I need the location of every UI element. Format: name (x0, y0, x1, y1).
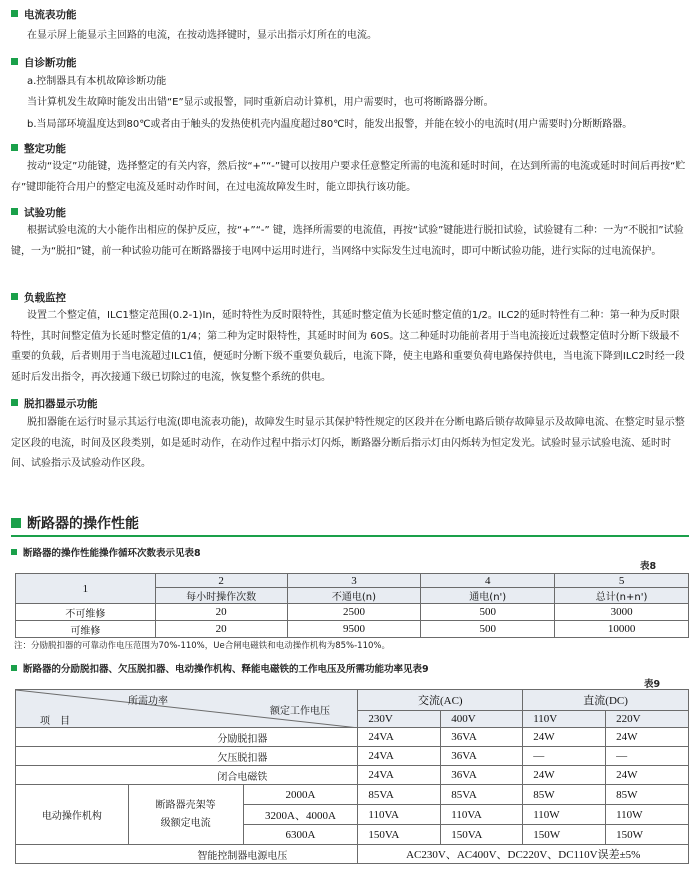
para-diag-a-detail: 当计算机发生故障时能发出出错“E”显示或报警，同时重新启动计算机，用户需要时，也可将断路器分断。 (27, 97, 494, 108)
t8-cell: 500 (421, 604, 555, 621)
t9-cell: 85W (606, 785, 689, 805)
t9-cell: 150W (523, 825, 606, 845)
page-title-operation: 断路器的操作性能 (11, 513, 139, 533)
t9-cell: 110W (606, 805, 689, 825)
t9-corner-header (16, 690, 358, 728)
bullet-square-icon (11, 293, 18, 300)
bullet-square-icon (11, 208, 18, 215)
t8-head-ops: 每小时操作次数 (155, 588, 287, 604)
t9-row-name: 分励脱扣器 (16, 728, 358, 747)
table-row (16, 747, 689, 766)
table-row (16, 604, 689, 621)
t8-col-4: 4 (421, 574, 555, 588)
t8-cell: 2500 (287, 604, 421, 621)
para-trip-display: 脱扣器能在运行时显示其运行电流(即电流表功能)，故障发生时显示其保护特性规定的区段并在分断电路后锁存故障显示及故障电流、在整定时显示整定区段的电流，时间及区段类别，如是延时动作，在动作过程中指示灯闪烁，断路器分断后指示灯由闪烁转为恒定发光。试验时显示试验电流、延时时间、试验指示及试验动作区段。 (11, 417, 685, 469)
t9-hdr-item: 项 目 (40, 716, 70, 727)
t9-cell: 150W (606, 825, 689, 845)
table-row (16, 621, 689, 638)
table9-caption: 断路器的分励脱扣器、欠压脱扣器、电动操作机构、释能电磁铁的工作电压及所需功能功率见表9 (11, 661, 429, 675)
t9-cell: — (606, 747, 689, 766)
t8-col-3: 3 (287, 574, 421, 588)
title-underline (11, 535, 689, 537)
t9-cell: 110VA (358, 805, 441, 825)
t9-volt: 110V (523, 711, 606, 728)
t9-hdr-power: 所需功率 (128, 696, 168, 707)
t9-cell: 110VA (441, 805, 523, 825)
t8-cell: 500 (421, 621, 555, 638)
t9-cell: 85VA (358, 785, 441, 805)
t8-head-on: 通电(n') (421, 588, 555, 604)
t9-cell: 150VA (441, 825, 523, 845)
para-diag-a: a.控制器具有本机故障诊断功能 (27, 76, 167, 87)
table-row (16, 728, 689, 747)
t9-cell: 110W (523, 805, 606, 825)
t9-row-name: 闭合电磁铁 (16, 766, 358, 785)
t9-volt: 230V (358, 711, 441, 728)
t9-cell: 24W (523, 766, 606, 785)
t9-cell: — (523, 747, 606, 766)
bullet-square-icon (11, 549, 17, 555)
t9-cell: 36VA (441, 766, 523, 785)
t9-dc-header: 直流(DC) (523, 690, 689, 711)
section-title-trip-display: 脱扣器显示功能 (11, 396, 98, 411)
t9-cell: 85VA (441, 785, 523, 805)
table-row (16, 785, 689, 805)
t9-cell-merged: AC230V、AC400V、DC220V、DC110V误差±5% (358, 845, 689, 864)
t9-cell: 24W (606, 766, 689, 785)
t9-cell: 24W (606, 728, 689, 747)
footnote: 注：分励脱扣器的可靠动作电压范围为70%-110%，Ue合闸电磁铁和电动操作机构为85%-110%。 (14, 641, 390, 651)
para-ammeter: 在显示屏上能显示主回路的电流，在按动选择键时，显示出指示灯所在的电流。 (27, 30, 377, 41)
t8-cell: 20 (155, 621, 287, 638)
t8-row-name: 可维修 (16, 621, 156, 638)
t8-col-2: 2 (155, 574, 287, 588)
para-diag-b: b.当局部环境温度达到80℃或者由于触头的发热使机壳内温度超过80℃时，能发出报警，并能在较小的电流时(用户需要时)分断断路器。 (27, 119, 633, 130)
section-title-load-monitor: 负载监控 (11, 290, 66, 305)
t8-cell: 3000 (555, 604, 689, 621)
table9 (15, 689, 689, 864)
t9-motor-row-name: 3200A、4000A (243, 805, 358, 825)
t9-cell: 36VA (441, 747, 523, 766)
t9-cell: 36VA (441, 728, 523, 747)
bullet-square-icon (11, 144, 18, 151)
t9-hdr-voltage: 额定工作电压 (270, 706, 330, 717)
t9-row-name: 欠压脱扣器 (16, 747, 358, 766)
t9-volt: 400V (441, 711, 523, 728)
para-load-monitor: 设置二个整定值，ILC1整定范围(0.2-1)In，延时特性为反时限特性，其延时整定值为长延时整定值的1/2。ILC2的延时特性有二种：第一种为反时限特性，其时间整定值为长延时整定值的1/4；第二种为定时限特性，其延时时间为 60S。这二种延时功能前者用于当电流接近过载整定值时分断下级最不重要的负载，后者则用于当电流超过ILC1值，便延时分断下级不重要负载后，电流下降，使主电路和重要负荷电路保持供电，当电流下降到ILC2时经一段延时后发出指令，再次接通下级已切除过的电流，恢复整个系统的供电。 (11, 310, 685, 383)
section-title-ammeter: 电流表功能 (11, 7, 77, 22)
t9-cell: 85W (523, 785, 606, 805)
t8-head-off: 不通电(n) (287, 588, 421, 604)
t8-col-1: 1 (16, 574, 156, 604)
t9-frame-line-2: 级额定电流 (160, 817, 211, 829)
table8-label: 表8 (640, 561, 657, 572)
para-test: 根据试验电流的大小能作出相应的保护反应，按“+”“-” 键，选择所需要的电流值，再按“试验”键能进行脱扣试验，试验键有二种：一为“不脱扣”试验键，一为“脱扣”键，前一种试验功能可在断路器接于电网中运用时进行，当网络中实际发生过电流时，即可中断试验功能，进行实际的过电流保护。 (11, 225, 684, 257)
t9-motor-row-name: 6300A (243, 825, 358, 845)
t8-cell: 9500 (287, 621, 421, 638)
section-title-self-diagnosis: 自诊断功能 (11, 55, 77, 70)
t9-cell: 150VA (358, 825, 441, 845)
bullet-square-icon (11, 58, 18, 65)
table-row (16, 766, 689, 785)
t9-cell: 24VA (358, 728, 441, 747)
t9-row-name: 智能控制器电源电压 (16, 845, 358, 864)
bullet-square-icon (11, 10, 18, 17)
t8-col-5: 5 (555, 574, 689, 588)
section-title-setting: 整定功能 (11, 141, 66, 156)
t9-cell: 24VA (358, 747, 441, 766)
para-setting: 按动“设定”功能键，选择整定的有关内容，然后按“+”“-”键可以按用户要求任意整定所需的电流和延时时间，在达到所需的电流或延时时间后再按“贮存”键即能符合用户的整定电流及延时动作时间，在过电流故障发生时，能立即执行该功能。 (11, 161, 686, 193)
table8 (15, 573, 689, 638)
t9-motor-row-name: 2000A (243, 785, 358, 805)
table-row (16, 845, 689, 864)
table9-label: 表9 (644, 679, 661, 690)
t9-ac-header: 交流(AC) (358, 690, 523, 711)
section-title-test: 试验功能 (11, 205, 66, 220)
table8-caption: 断路器的操作性能操作循环次数表示见表8 (11, 545, 201, 559)
bullet-square-icon (11, 399, 18, 406)
bullet-square-icon (11, 665, 17, 671)
t8-head-total: 总计(n+n') (555, 588, 689, 604)
t9-motor-label: 电动操作机构 (16, 785, 129, 845)
t9-cell: 24VA (358, 766, 441, 785)
t9-frame-line-1: 断路器壳架等 (155, 799, 216, 811)
t9-frame-label (128, 785, 243, 845)
t8-cell: 20 (155, 604, 287, 621)
t8-row-name: 不可维修 (16, 604, 156, 621)
t9-volt: 220V (606, 711, 689, 728)
title-square-icon (11, 518, 21, 528)
t8-cell: 10000 (555, 621, 689, 638)
t9-cell: 24W (523, 728, 606, 747)
